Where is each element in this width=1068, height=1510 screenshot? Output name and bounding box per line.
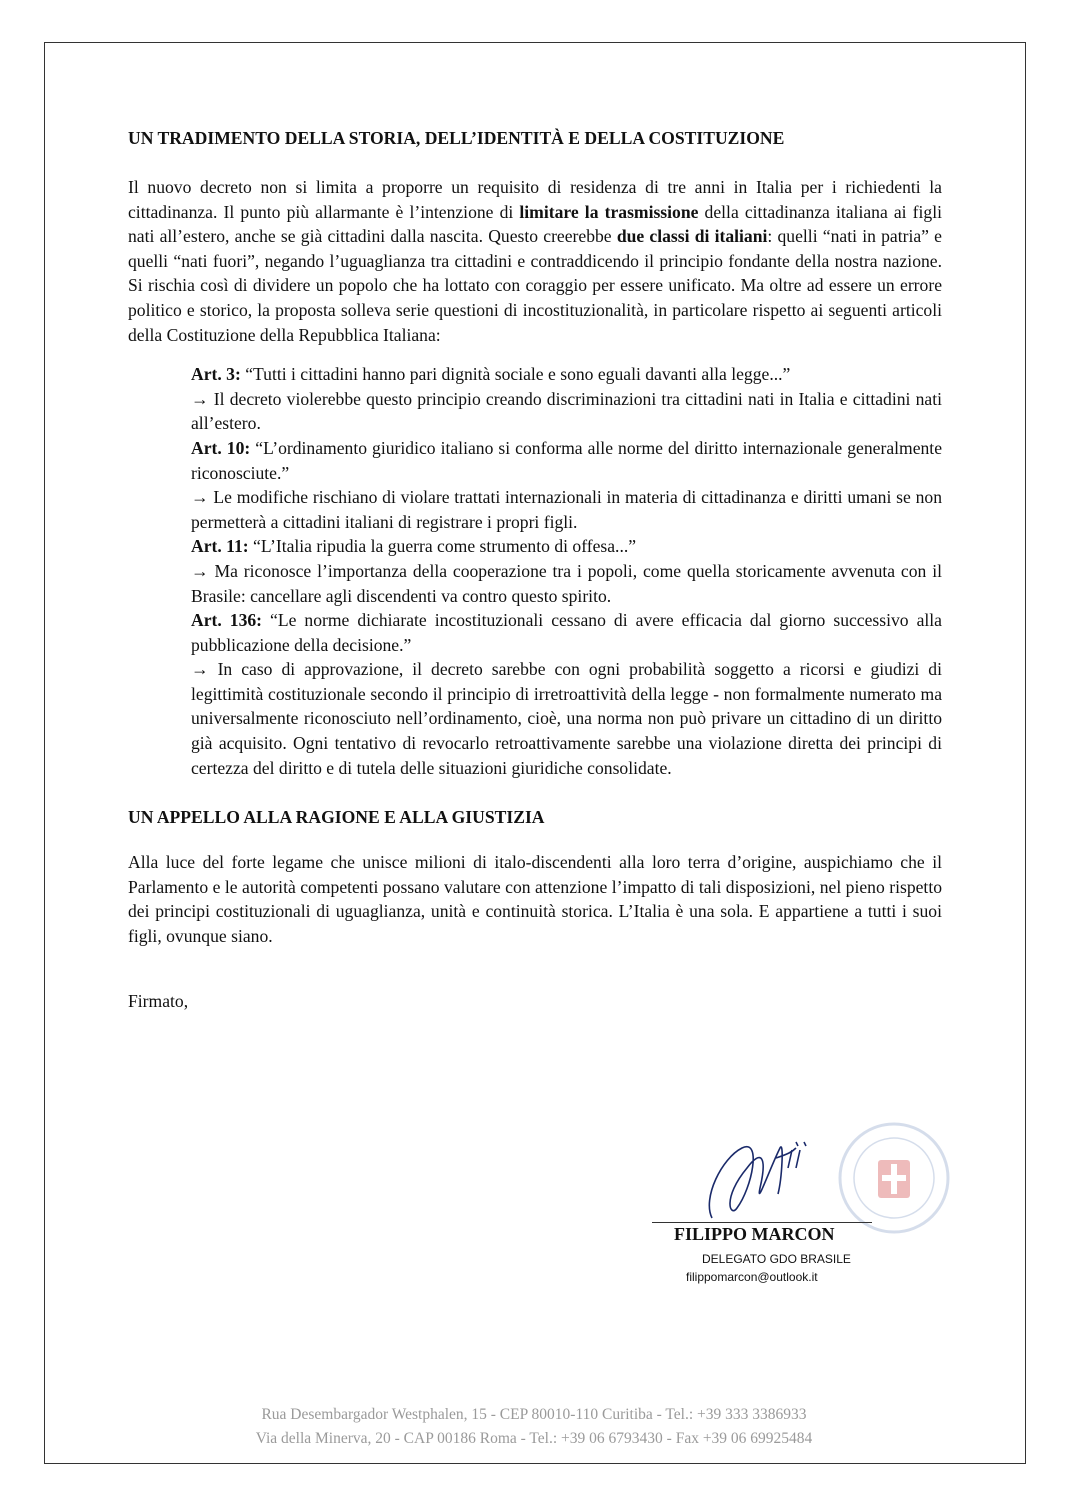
intro-text-c: : quelli “nati in patria” e quelli “nati fuori”, negando l’uguaglianza tra cittadini e contraddicendo il principio fondante della nostra nazione. Si rischia così di dividere un popolo che ha lottato con coraggio per essere unificato. Ma oltre ad essere un errore politico e storico, la proposta solleva serie questioni di incostituzionalità, in particolare rispetto ai seguenti articoli della Costituzione della Repubblica Italiana: [128, 226, 942, 345]
section-heading-1: UN TRADIMENTO DELLA STORIA, DELL’IDENTITÀ E DELLA COSTITUZIONE [128, 128, 785, 148]
article-item [191, 436, 942, 485]
article-item [191, 534, 942, 559]
intro-bold-1: limitare la trasmissione [519, 201, 699, 222]
signatory-name: FILIPPO MARCON [674, 1224, 835, 1244]
intro-text-b: della cittadinanza italiana ai figli nati all’estero, anche se già cittadini dalla nascita. Questo creerebbe [128, 201, 943, 247]
article-quote: “Le norme dichiarate incostituzionali cessano di avere efficacia dal giorno successivo alla pubblicazione della decisione.” [191, 610, 942, 655]
article-item [191, 608, 942, 657]
articles-list [191, 362, 942, 780]
article-comment: → Ma riconosce l’importanza della cooperazione tra i popoli, come quella storicamente avvenuta con il Brasile: cancellare agli discendenti va contro questo spirito. [191, 560, 942, 606]
document-body [128, 126, 942, 1013]
intro-text-a: Il nuovo decreto non si limita a proporre un requisito di residenza di tre anni in Italia per i richiedenti la cittadinanza. Il punto più allarmante è l’intenzione di [128, 177, 942, 222]
signatory-role: DELEGATO GDO BRASILE [702, 1252, 851, 1266]
article-quote: “Tutti i cittadini hanno pari dignità sociale e sono eguali davanti alla legge...” [240, 364, 791, 385]
article-comment: → Il decreto violerebbe questo principio creando discriminazioni tra cittadini nati in Italia e cittadini nati all’estero. [191, 388, 942, 434]
article-label: Art. 3: [191, 364, 241, 385]
signatory-email: filippomarcon@outlook.it [686, 1270, 818, 1284]
article-label: Art. 10: [191, 437, 251, 458]
signature-block [652, 1128, 952, 1298]
signature-icon [692, 1128, 832, 1228]
article-comment: → Le modifiche rischiano di violare trattati internazionali in materia di cittadinanza e diritti umani se non permetterà a cittadini italiani di registrare i propri figli. [191, 487, 942, 532]
section-heading-2: UN APPELLO ALLA RAGIONE E ALLA GIUSTIZIA [128, 807, 545, 828]
article-quote: “L’Italia ripudia la guerra come strumento di offesa...” [248, 536, 637, 557]
footer-address-1: Rua Desembargador Westphalen, 15 - CEP 80010-110 Curitiba - Tel.: +39 333 3386933 [261, 1406, 807, 1423]
closing-text: Firmato, [128, 990, 189, 1011]
appeal-paragraph: Alla luce del forte legame che unisce milioni di italo-discendenti alla loro terra d’origine, auspichiamo che il Parlamento e le autorità competenti possano valutare con attenzione l’impatto di tali disposizioni, nel pieno rispetto dei principi costituzionali di uguaglianza, unità e continuità storica. L’Italia è una sola. E appartiene a tutti i suoi figli, ovunque siano. [128, 852, 942, 947]
article-label: Art. 11: [191, 536, 249, 557]
intro-bold-2: due classi di italiani [616, 226, 768, 247]
article-comment: → In caso di approvazione, il decreto sarebbe con ogni probabilità soggetto a ricorsi e giudizi di legittimità costituzionale secondo il principio di irretroattività della legge - non formalmente numerato ma universalmente riconosciuto nell’ordinamento, cioè, una norma non può privare un cittadino di un diritto già acquisito. Ogni tentativo di revocarlo retroattivamente sarebbe una violazione diretta dei principi di certezza del diritto e di tutela delle situazioni giuridiche consolidate. [191, 659, 942, 778]
signature-line [652, 1222, 872, 1223]
article-item [191, 362, 942, 387]
footer-address-2: Via della Minerva, 20 - CAP 00186 Roma - Tel.: +39 06 6793430 - Fax +39 06 69925484 [255, 1430, 813, 1447]
intro-paragraph [128, 175, 942, 347]
article-quote: “L’ordinamento giuridico italiano si conforma alle norme del diritto internazionale generalmente riconosciute.” [191, 437, 942, 483]
article-label: Art. 136: [191, 610, 263, 631]
